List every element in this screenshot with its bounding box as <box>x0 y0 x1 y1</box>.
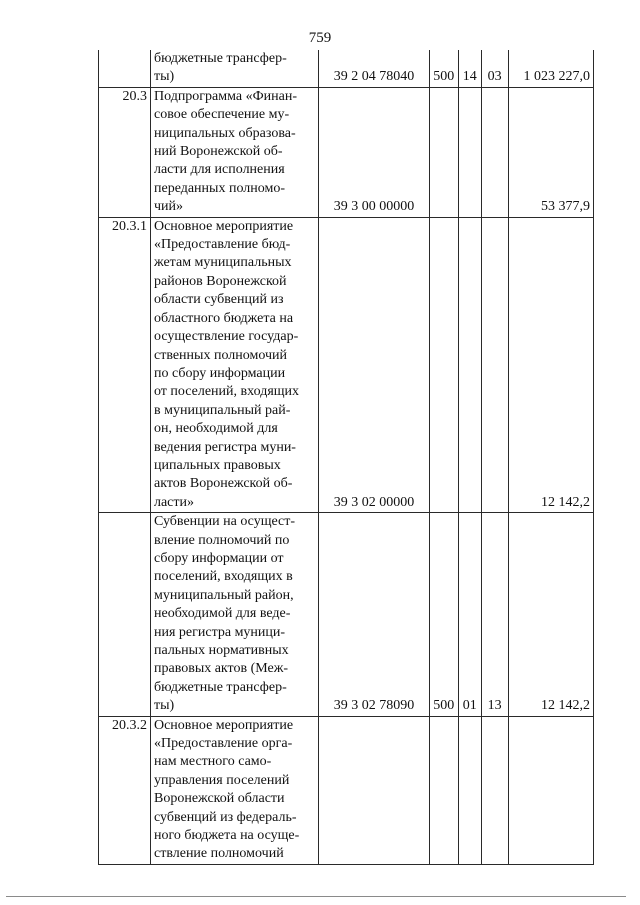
table-row <box>99 217 594 513</box>
table-row <box>99 50 594 87</box>
target-article-code <box>319 716 429 864</box>
target-article-code: 39 2 04 78040 <box>319 50 429 87</box>
amount: 1 023 227,0 <box>508 50 593 87</box>
item-description: Подпрограмма «Финан- совое обеспечение му- ниципальных образова- ний Воронежской об- ласти для исполнения переданных полномо- чий» <box>150 87 318 217</box>
item-description: бюджетные трансфер- ты) <box>150 50 318 87</box>
item-description: Субвенции на осущест- вление полномочий по сбору информации от поселений, входящих в муниципальный район, необходимой для веде- ния регистра муници- пальных нормативных правовых актов (Меж- бюджетные трансфер- ты) <box>150 513 318 716</box>
item-description: Основное мероприятие «Предоставление орга- нам местного само- управления поселений Воронежской области субвенций из федераль- ного бюджета на осуще- ствление полномочий <box>150 716 318 864</box>
expense-type-code <box>429 217 458 513</box>
section-code <box>458 217 481 513</box>
item-number: 20.3 <box>99 87 151 217</box>
item-description: Основное мероприятие «Предоставление бюд- жетам муниципальных районов Воронежской области субвенций из областного бюджета на осуществление государ- ственных полномочий по сбору информации от поселений, входящих в муниципальный рай- он, необходимой для ведения регистра муни- ципальных правовых актов Воронежской об- ласти» <box>150 217 318 513</box>
item-number: 20.3.2 <box>99 716 151 864</box>
section-code <box>458 87 481 217</box>
expense-type-code: 500 <box>429 513 458 716</box>
section-code <box>458 716 481 864</box>
table-row <box>99 87 594 217</box>
budget-table <box>98 50 594 865</box>
target-article-code: 39 3 02 78090 <box>319 513 429 716</box>
amount: 12 142,2 <box>508 217 593 513</box>
subsection-code: 03 <box>481 50 508 87</box>
amount: 53 377,9 <box>508 87 593 217</box>
expense-type-code <box>429 87 458 217</box>
item-number <box>99 50 151 87</box>
section-code: 01 <box>458 513 481 716</box>
item-number: 20.3.1 <box>99 217 151 513</box>
section-code: 14 <box>458 50 481 87</box>
scan-edge-line <box>6 896 626 897</box>
expense-type-code: 500 <box>429 50 458 87</box>
subsection-code: 13 <box>481 513 508 716</box>
subsection-code <box>481 217 508 513</box>
table-row <box>99 513 594 716</box>
item-number <box>99 513 151 716</box>
target-article-code: 39 3 02 00000 <box>319 217 429 513</box>
table-row <box>99 716 594 864</box>
amount <box>508 716 593 864</box>
subsection-code <box>481 87 508 217</box>
target-article-code: 39 3 00 00000 <box>319 87 429 217</box>
subsection-code <box>481 716 508 864</box>
page-number: 759 <box>308 30 332 46</box>
expense-type-code <box>429 716 458 864</box>
amount: 12 142,2 <box>508 513 593 716</box>
